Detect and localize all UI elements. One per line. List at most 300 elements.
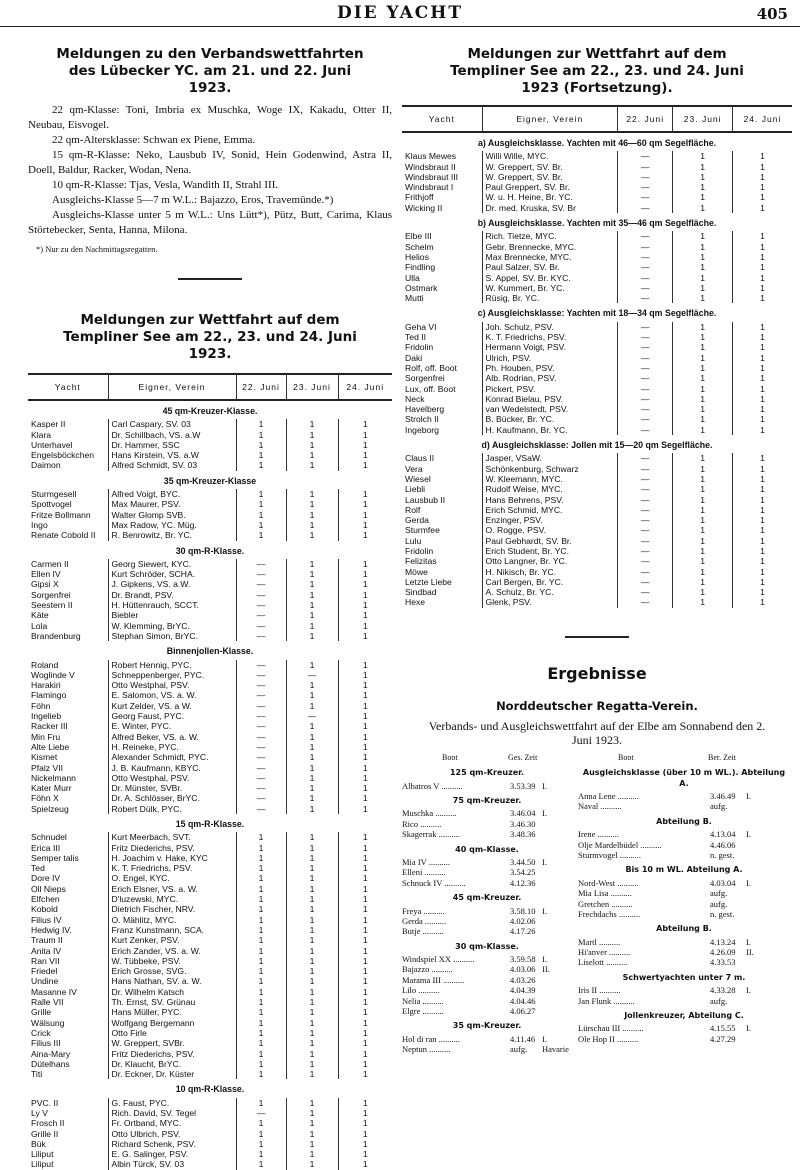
elapsed-time: 4.12.36 (510, 877, 536, 888)
day1-cell: 1 (236, 1007, 286, 1017)
boat-header: Boot (618, 752, 634, 762)
owner-cell: Dr. Schillbach, VS. a.W (108, 430, 236, 440)
day1-cell: — (236, 701, 286, 711)
result-row (578, 937, 790, 947)
day3-cell: 1 (338, 711, 392, 721)
day3-cell: 1 (338, 935, 392, 945)
day1-cell: — (236, 579, 286, 589)
yacht-cell: Sturmgesell (31, 489, 77, 500)
day1-cell: 1 (236, 1098, 286, 1108)
day3-cell: 1 (338, 804, 392, 814)
yacht-cell: Käte (31, 610, 49, 621)
yacht-cell: Elbe III (405, 231, 432, 242)
entry-paragraph: Ausgleichs-Klasse unter 5 m W.L.: Uns Lütt*), Pütz, Butt, Carima, Klaus Störtebecker, Senta, Hanna, Milona. (28, 209, 392, 236)
table-row (28, 804, 392, 814)
yacht-cell: Renate Cobold II (31, 530, 96, 541)
yacht-cell: Spottvogel (31, 499, 72, 510)
owner-cell: Fritz Diederichs, PSV. (108, 843, 236, 853)
elapsed-time: 4.13.04 (710, 829, 736, 840)
day2-cell: 1 (673, 342, 733, 352)
section-row (28, 541, 392, 559)
yacht-cell: Schelm (405, 241, 434, 252)
entry-paragraph: Ausgleichs-Klasse 5—7 m W.L.: Bajazzo, Eros, Travemünde.*) (52, 194, 334, 206)
day3-cell: 1 (732, 505, 792, 515)
yacht-cell: Pfalz VII (31, 762, 63, 773)
yacht-cell: Föhn (31, 700, 51, 711)
race-description: Verbands- und Ausgleichswettfahrt auf der Elbe am Sonnabend den 2. Juni 1923. (428, 718, 766, 747)
day3-cell: 1 (338, 763, 392, 773)
owner-cell: J. B. Kaufmann, KBYC. (108, 763, 236, 773)
day2-cell: 1 (673, 414, 733, 424)
day1-cell: — (618, 273, 673, 283)
day3-cell: 1 (732, 332, 792, 342)
day1-cell: — (618, 242, 673, 252)
day2-cell: 1 (286, 804, 338, 814)
day1-cell: 1 (236, 832, 286, 842)
yacht-cell: Helios (405, 251, 429, 262)
yacht-cell: Aina-Mary (31, 1048, 71, 1059)
day2-cell: 1 (673, 536, 733, 546)
section-row (402, 213, 792, 231)
yacht-cell: Elfchen (31, 894, 60, 905)
boat-name: Mia Lisa .......... (578, 888, 632, 899)
elapsed-time: n. gest. (710, 849, 735, 860)
yacht-cell: Fridolin (405, 545, 434, 556)
day2-cell: 1 (673, 353, 733, 363)
day3-cell: 1 (338, 590, 392, 600)
table-row (28, 690, 392, 700)
table-row (402, 567, 792, 577)
class-heading: 125 qm-Kreuzer. (449, 768, 525, 778)
yacht-cell: Windsbraut I (405, 182, 454, 193)
day1-cell: — (618, 293, 673, 303)
result-row (578, 947, 790, 957)
yacht-cell: Wicking II (405, 202, 443, 213)
day1-cell: 1 (236, 853, 286, 863)
owner-cell: O. Rogge, PSV. (482, 525, 617, 535)
day2-cell: 1 (673, 546, 733, 556)
day3-cell: 1 (338, 419, 392, 429)
yacht-cell: Min Fru (31, 731, 61, 742)
elapsed-time: 3.58.10 (510, 905, 536, 916)
day2-cell: 1 (286, 610, 338, 620)
day2-cell: 1 (286, 1038, 338, 1048)
results-right-column (578, 753, 790, 1044)
boat-name: Nord-West .......... (578, 877, 639, 888)
yacht-cell: Claus II (405, 453, 435, 464)
yacht-cell: Filius III (31, 1038, 61, 1049)
day2-cell: 1 (286, 660, 338, 670)
results-column-header (402, 753, 572, 763)
yacht-cell: Findling (405, 262, 436, 273)
table-row (402, 404, 792, 414)
result-row (402, 829, 572, 839)
yacht-cell: Schnudel (31, 832, 67, 843)
column-header: Yacht (28, 374, 108, 400)
entry-paragraph: 22 qm-Klasse: Toni, Imbria ex Muschka, Woge IX, Kakadu, Otter II, Neubau, Eisvogel. (28, 104, 392, 131)
owner-cell: Walter Glomp SVB. (108, 510, 236, 520)
day2-cell: 1 (286, 956, 338, 966)
day3-cell: 1 (732, 262, 792, 272)
section-heading: 15 qm-R-Klasse. (175, 818, 245, 829)
table-row (28, 721, 392, 731)
elapsed-time: 4.13.24 (710, 936, 736, 947)
boat-name: Martl .......... (578, 936, 621, 947)
result-row (402, 1044, 572, 1054)
day2-cell: 1 (286, 1028, 338, 1038)
elapsed-time: aufg. (710, 888, 728, 899)
yacht-cell: Geha VI (405, 321, 437, 332)
owner-cell: Kurt Zelder, VS. a W. (108, 701, 236, 711)
table-row (402, 162, 792, 172)
table-row (402, 464, 792, 474)
day2-cell: 1 (673, 283, 733, 293)
result-row (578, 985, 790, 995)
time-header: Ges. Zeit (508, 752, 538, 762)
day3-cell: 1 (732, 474, 792, 484)
owner-cell: Erich Elsner, VS. a. W. (108, 884, 236, 894)
day2-cell: 1 (286, 1159, 338, 1169)
owner-cell: Georg Faust, PYC. (108, 711, 236, 721)
owner-cell: Glenk, PSV. (482, 597, 617, 607)
result-row (578, 840, 790, 850)
table-row (28, 987, 392, 997)
day1-cell: — (236, 631, 286, 641)
day2-cell: 1 (673, 363, 733, 373)
day2-cell: 1 (673, 322, 733, 332)
day2-cell: 1 (673, 242, 733, 252)
day2-cell: 1 (286, 915, 338, 925)
day1-cell: — (618, 332, 673, 342)
yacht-cell: Ralle VII (31, 997, 64, 1008)
placing: I. (746, 985, 751, 996)
day2-cell: 1 (286, 721, 338, 731)
day3-cell: 1 (338, 1028, 392, 1038)
day2-cell: 1 (673, 262, 733, 272)
boat-name: Skagerrak .......... (402, 829, 460, 840)
yacht-cell: Brandenburg (31, 630, 81, 641)
day2-cell: 1 (286, 460, 338, 470)
day3-cell: 1 (732, 363, 792, 373)
yacht-cell: Crick (31, 1027, 51, 1038)
owner-cell: W. Greppert, SV. Br. (482, 162, 617, 172)
table-row (402, 373, 792, 383)
day2-cell: 1 (673, 252, 733, 262)
day1-cell: — (236, 793, 286, 803)
table-row (402, 597, 792, 607)
yacht-cell: Daimon (31, 460, 61, 471)
result-row (578, 878, 790, 888)
owner-cell: Carl Caspary, SV. 03 (108, 419, 236, 429)
day1-cell: 1 (236, 1129, 286, 1139)
day1-cell: — (236, 804, 286, 814)
yacht-cell: Kater Murr (31, 783, 72, 794)
day1-cell: 1 (236, 884, 286, 894)
day1-cell: — (618, 162, 673, 172)
yacht-cell: Ted (31, 863, 45, 874)
owner-cell: Alfred Voigt, BYC. (108, 489, 236, 499)
day3-cell: 1 (338, 579, 392, 589)
owner-cell: H. Reineke, PYC. (108, 742, 236, 752)
table-row (28, 763, 392, 773)
yacht-cell: Havelberg (405, 404, 445, 415)
owner-cell: van Wedelstedt, PSV. (482, 404, 617, 414)
result-row (578, 888, 790, 898)
day3-cell: 1 (732, 556, 792, 566)
day1-cell: 1 (236, 1139, 286, 1149)
yacht-cell: Klara (31, 429, 52, 440)
result-row (578, 791, 790, 801)
day2-cell: 1 (673, 172, 733, 182)
table-row (28, 966, 392, 976)
page-header (0, 0, 800, 27)
day3-cell: 1 (338, 1098, 392, 1108)
owner-cell: R. Benrowitz, Br. YC. (108, 530, 236, 540)
class-heading: Jollenkreuzer, Abteilung C. (624, 1011, 744, 1021)
day3-cell: 1 (338, 600, 392, 610)
owner-cell: Ulrich, PSV. (482, 353, 617, 363)
owner-cell: Wolfgang Bergemann (108, 1018, 236, 1028)
yacht-cell: Rolf, off. Boot (405, 362, 457, 373)
day2-cell: 1 (286, 832, 338, 842)
owner-cell: Erich Student, Br. YC. (482, 546, 617, 556)
elapsed-time: 4.03.06 (510, 964, 536, 975)
day3-cell: 1 (338, 621, 392, 631)
yacht-cell: Lausbub II (405, 494, 446, 505)
table-row (402, 203, 792, 213)
table-row (402, 262, 792, 272)
right-column (402, 32, 792, 1055)
day3-cell: 1 (732, 242, 792, 252)
class-heading: Schwertyachten unter 7 m. (622, 972, 746, 982)
day1-cell: 1 (236, 1038, 286, 1048)
section-heading: 35 qm-Kreuzer-Klasse (163, 475, 257, 486)
day3-cell: 1 (338, 670, 392, 680)
elapsed-time: 4.27.29 (710, 1033, 736, 1044)
table-row (402, 484, 792, 494)
day2-cell: 1 (286, 752, 338, 762)
day2-cell: 1 (673, 384, 733, 394)
table-row (28, 843, 392, 853)
owner-cell: Gebr. Brennecke, MYC. (482, 242, 617, 252)
day3-cell: 1 (732, 373, 792, 383)
table-row (402, 474, 792, 484)
yacht-cell: Fritze Bollmann (31, 509, 91, 520)
day1-cell: — (618, 394, 673, 404)
day2-cell: 1 (286, 843, 338, 853)
day2-cell: 1 (286, 783, 338, 793)
results-title: Ergebnisse (547, 663, 647, 683)
day3-cell: 1 (338, 853, 392, 863)
table-row (28, 783, 392, 793)
day2-cell: 1 (286, 631, 338, 641)
day1-cell: 1 (236, 976, 286, 986)
owner-cell: Otto Westphal, PSV. (108, 680, 236, 690)
elapsed-time: 3.59.58 (510, 954, 536, 965)
day1-cell: — (236, 721, 286, 731)
owner-cell: A. Schulz, Br. YC. (482, 587, 617, 597)
owner-cell: Th. Ernst, SV. Grünau (108, 997, 236, 1007)
day2-cell: 1 (286, 489, 338, 499)
owner-cell: D'luzewski, MYC. (108, 894, 236, 904)
owner-cell: E. Winter, PYC. (108, 721, 236, 731)
boat-name: Mia IV .......... (402, 856, 451, 867)
result-row (578, 909, 790, 919)
elapsed-time: 4.17.26 (510, 926, 536, 937)
day2-cell: 1 (286, 946, 338, 956)
table-row (402, 273, 792, 283)
table-row (28, 773, 392, 783)
table-row (28, 863, 392, 873)
day1-cell: 1 (236, 966, 286, 976)
yacht-cell: Titi (31, 1069, 43, 1080)
yacht-cell: Wiesel (405, 473, 431, 484)
day2-cell: 1 (673, 453, 733, 463)
table-row (28, 520, 392, 530)
yacht-cell: Traum II (31, 935, 63, 946)
table-row (28, 884, 392, 894)
day3-cell: 1 (338, 520, 392, 530)
day3-cell: 1 (732, 453, 792, 463)
day2-cell: 1 (673, 556, 733, 566)
day3-cell: 1 (732, 536, 792, 546)
section-heading: 30 qm-R-Klasse. (175, 545, 245, 556)
section-row (402, 132, 792, 151)
day1-cell: — (236, 680, 286, 690)
table-row (28, 510, 392, 520)
placing: I. (746, 790, 751, 801)
table-row (402, 293, 792, 303)
owner-cell: Hermann Voigt, PSV. (482, 342, 617, 352)
table-row (28, 701, 392, 711)
elapsed-time: aufg. (710, 801, 728, 812)
yacht-cell: Windsbraut III (405, 171, 459, 182)
owner-cell: Alexander Schmidt, PYC. (108, 752, 236, 762)
day3-cell: 1 (732, 192, 792, 202)
table-row (28, 925, 392, 935)
table-row (402, 505, 792, 515)
yacht-cell: Mutti (405, 293, 424, 304)
yacht-cell: PVC. II (31, 1097, 59, 1108)
day3-cell: 1 (338, 610, 392, 620)
table-row (28, 742, 392, 752)
day3-cell: 1 (338, 783, 392, 793)
day1-cell: — (618, 231, 673, 241)
day2-cell: 1 (286, 1108, 338, 1118)
day3-cell: 1 (732, 597, 792, 607)
placing: I. (746, 877, 751, 888)
day2-cell: 1 (286, 742, 338, 752)
day1-cell: 1 (236, 450, 286, 460)
day3-cell: 1 (338, 510, 392, 520)
table-row (402, 577, 792, 587)
time-header: Ber. Zeit (708, 752, 736, 762)
yacht-cell: Seestern II (31, 600, 73, 611)
day2-cell: 1 (286, 1149, 338, 1159)
owner-cell: Dr. Hammer, SSC (108, 440, 236, 450)
table-row (402, 252, 792, 262)
result-row (402, 878, 572, 888)
day1-cell: — (236, 660, 286, 670)
day2-cell: — (286, 670, 338, 680)
day1-cell: — (618, 414, 673, 424)
column-header: 24. Juni (338, 374, 392, 400)
day3-cell: 1 (732, 587, 792, 597)
table-row (28, 1149, 392, 1159)
class-heading: 35 qm-Kreuzer. (452, 1021, 522, 1031)
table-row (402, 425, 792, 435)
owner-cell: Paul Greppert, SV. Br. (482, 182, 617, 192)
day1-cell: 1 (236, 873, 286, 883)
table-row (28, 853, 392, 863)
day2-cell: 1 (286, 1139, 338, 1149)
yacht-cell: Anita IV (31, 945, 62, 956)
day2-cell: 1 (286, 935, 338, 945)
yacht-cell: Frithjoff (405, 192, 434, 203)
day2-cell: 1 (286, 569, 338, 579)
owner-cell: Schönkenburg, Schwarz (482, 464, 617, 474)
yacht-cell: Klaus Mewes (405, 151, 457, 162)
owner-cell: Carl Bergen, Br. YC. (482, 577, 617, 587)
day2-cell: 1 (286, 450, 338, 460)
placing: II. (746, 947, 754, 958)
elapsed-time: 3.46.49 (710, 790, 736, 801)
owner-cell: W. Kummert, Br. YC. (482, 283, 617, 293)
owner-cell: Pickert, PSV. (482, 384, 617, 394)
day3-cell: 1 (338, 1149, 392, 1159)
yacht-cell: Ulla (405, 272, 420, 283)
placing: I. (542, 1033, 547, 1044)
boat-name: Anna Lene .......... (578, 790, 639, 801)
owner-cell: Richard Schenk, PSV. (108, 1139, 236, 1149)
day2-cell: 1 (286, 773, 338, 783)
owner-cell: W. Greppert, SV. Br. (482, 172, 617, 182)
day1-cell: — (618, 252, 673, 262)
day3-cell: 1 (732, 162, 792, 172)
templin-continued-title: Meldungen zur Wettfahrt auf dem Templiner See am 22., 23. und 24. Juni 1923 (Fortsetzung). (450, 46, 744, 96)
day2-cell: 1 (673, 567, 733, 577)
yacht-cell: Lola (31, 620, 48, 631)
day2-cell: 1 (286, 680, 338, 690)
day2-cell: 1 (286, 1098, 338, 1108)
result-row (402, 996, 572, 1006)
day3-cell: 1 (338, 997, 392, 1007)
table-row (28, 621, 392, 631)
elapsed-time: n. gest. (710, 908, 735, 919)
day3-cell: 1 (338, 1118, 392, 1128)
luebeck-entries (28, 103, 392, 238)
day3-cell: 1 (338, 793, 392, 803)
day2-cell: 1 (286, 904, 338, 914)
section-heading: b) Ausgleichsklasse. Yachten mit 35—46 qm Segelfläche. (477, 218, 717, 229)
club-name: Norddeutscher Regatta-Verein. (496, 698, 698, 713)
day3-cell: 1 (732, 283, 792, 293)
table-row (402, 332, 792, 342)
owner-cell: Joh. Schulz, PSV. (482, 322, 617, 332)
owner-cell: E. G. Salinger, PSV. (108, 1149, 236, 1159)
result-row (578, 1023, 790, 1033)
day1-cell: 1 (236, 946, 286, 956)
day1-cell: 1 (236, 1059, 286, 1069)
day3-cell: 1 (338, 966, 392, 976)
day2-cell: 1 (673, 293, 733, 303)
day1-cell: 1 (236, 489, 286, 499)
column-header: 22. Juni (236, 374, 286, 400)
section-heading: c) Ausgleichsklasse: Yachten mit 18—34 qm Segelfläche. (477, 308, 717, 319)
day3-cell: 1 (732, 404, 792, 414)
day3-cell: 1 (732, 567, 792, 577)
day3-cell: 1 (338, 742, 392, 752)
